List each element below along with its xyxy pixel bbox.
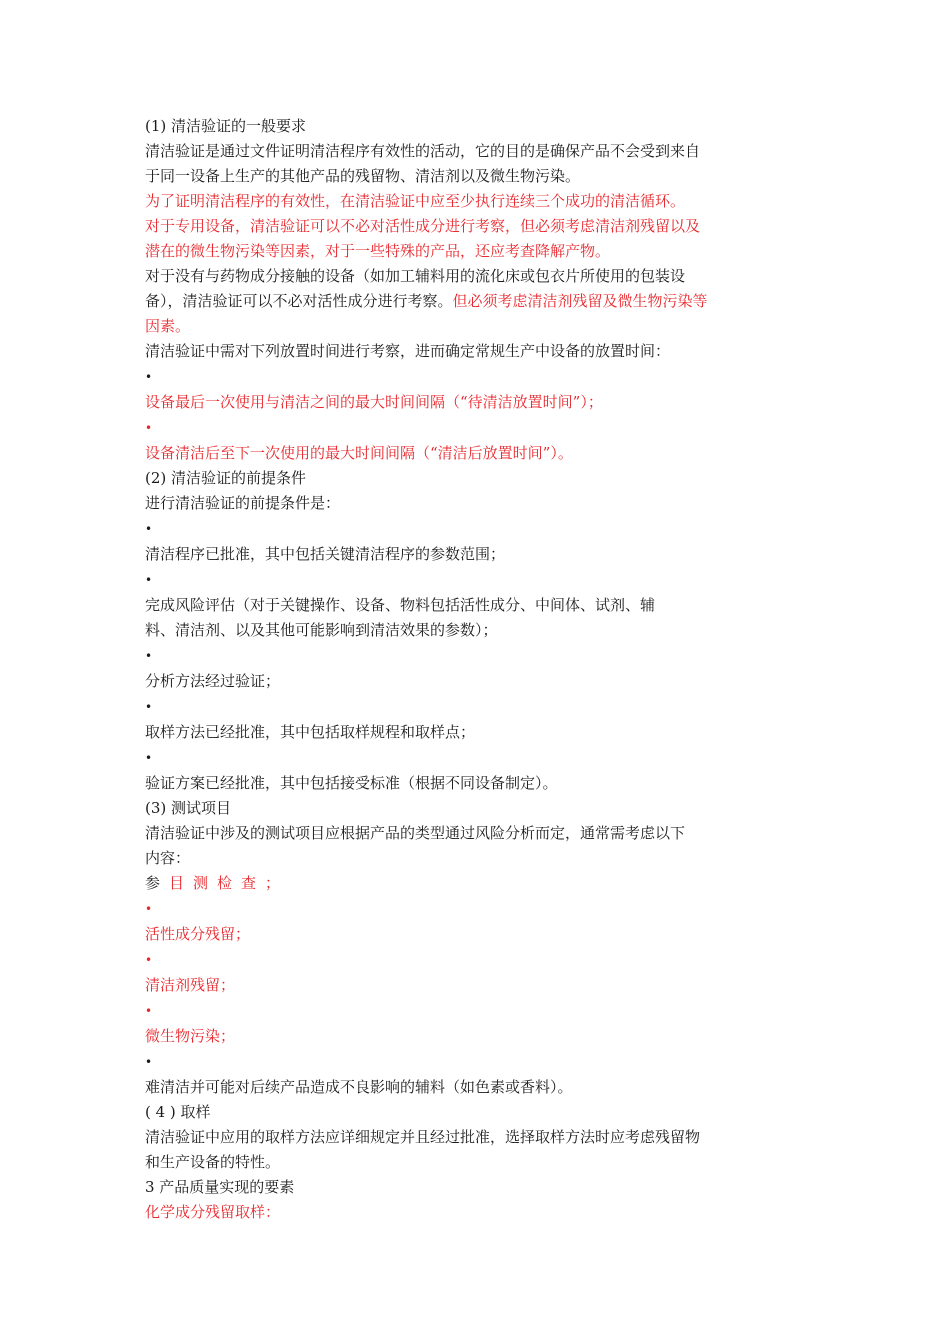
- text-line: [145, 339, 785, 364]
- bullet-marker: [145, 567, 785, 593]
- text-line: [145, 1024, 785, 1049]
- text-line-content: 因素。: [145, 317, 191, 335]
- text-line: [145, 1175, 785, 1200]
- text-line: [145, 239, 785, 264]
- bullet-glyph: •: [145, 649, 153, 663]
- text-line-content: (1) 清洁验证的一般要求: [145, 117, 307, 135]
- bullet-marker: [145, 415, 785, 441]
- bullet-glyph: •: [145, 522, 153, 536]
- text-line: [145, 139, 785, 164]
- text-line: [145, 466, 785, 491]
- bullet-marker: [145, 947, 785, 973]
- bullet-marker: [145, 694, 785, 720]
- text-line: [145, 1125, 785, 1150]
- text-line-content: (2) 清洁验证的前提条件: [145, 469, 307, 487]
- text-line-content: 3 产品质量实现的要素: [145, 1178, 295, 1196]
- bullet-marker: [145, 516, 785, 542]
- bullet-glyph: •: [145, 370, 153, 384]
- bullet-marker: [145, 643, 785, 669]
- text-line-content: 参: [145, 874, 170, 892]
- text-line-content: 对于专用设备，清洁验证可以不必对活性成分进行考察，但必须考虑清洁剂残留以及: [145, 217, 701, 235]
- text-line-content: 进行清洁验证的前提条件是：: [145, 494, 341, 512]
- bullet-glyph: •: [145, 902, 153, 916]
- text-line-content: 和生产设备的特性。: [145, 1153, 281, 1171]
- text-line: [145, 618, 785, 643]
- text-line: [145, 669, 785, 694]
- bullet-glyph: •: [145, 1004, 153, 1018]
- text-line-content: 难清洁并可能对后续产品造成不良影响的辅料（如色素或香料）。: [145, 1078, 573, 1096]
- text-line-content: 清洁验证中涉及的测试项目应根据产品的类型通过风险分析而定，通常需考虑以下: [145, 824, 686, 842]
- text-line: [145, 114, 785, 139]
- text-line: [145, 973, 785, 998]
- text-line-content: 料、清洁剂、以及其他可能影响到清洁效果的参数）；: [145, 621, 498, 639]
- bullet-glyph: •: [145, 1055, 153, 1069]
- text-line: [145, 289, 785, 314]
- text-line: [145, 314, 785, 339]
- text-line-highlight: 目测检查；: [169, 874, 290, 892]
- text-line: [145, 441, 785, 466]
- text-line: [145, 264, 785, 289]
- text-line-content: 清洁程序已批准，其中包括关键清洁程序的参数范围；: [145, 545, 506, 563]
- text-line-content: 清洁剂残留；: [145, 976, 236, 994]
- text-line-content: 设备清洁后至下一次使用的最大时间间隔（“清洁后放置时间”）。: [145, 444, 573, 462]
- text-line: [145, 796, 785, 821]
- text-line: [145, 1200, 785, 1225]
- text-line: [145, 214, 785, 239]
- text-line: [145, 846, 785, 871]
- text-line-content: 内容：: [145, 849, 191, 867]
- bullet-glyph: •: [145, 751, 153, 765]
- text-line-content: (3) 测试项目: [145, 799, 232, 817]
- text-line-content: ( 4 ) 取样: [145, 1103, 211, 1121]
- bullet-marker: [145, 1049, 785, 1075]
- bullet-glyph: •: [145, 421, 153, 435]
- text-line: [145, 1100, 785, 1125]
- text-line-content: 备），清洁验证可以不必对活性成分进行考察。: [145, 292, 453, 310]
- text-line-content: 验证方案已经批准，其中包括接受标准（根据不同设备制定）。: [145, 774, 558, 792]
- text-line: [145, 771, 785, 796]
- text-line: [145, 821, 785, 846]
- text-line-content: 对于没有与药物成分接触的设备（如加工辅料用的流化床或包衣片所使用的包装设: [145, 267, 686, 285]
- text-line: [145, 1075, 785, 1100]
- text-line-content: 设备最后一次使用与清洁之间的最大时间间隔（“待清洁放置时间”）；: [145, 393, 603, 411]
- text-line-content: 潜在的微生物污染等因素，对于一些特殊的产品，还应考查降解产物。: [145, 242, 611, 260]
- text-line-content: 清洁验证是通过文件证明清洁程序有效性的活动，它的目的是确保产品不会受到来自: [145, 142, 701, 160]
- text-line-content: 分析方法经过验证；: [145, 672, 281, 690]
- text-line: [145, 922, 785, 947]
- text-line-content: 活性成分残留；: [145, 925, 251, 943]
- text-line: [145, 164, 785, 189]
- bullet-glyph: •: [145, 700, 153, 714]
- bullet-marker: [145, 364, 785, 390]
- text-line-content: 清洁验证中需对下列放置时间进行考察，进而确定常规生产中设备的放置时间：: [145, 342, 671, 360]
- bullet-glyph: •: [145, 953, 153, 967]
- text-line: [145, 593, 785, 618]
- text-line-content: 完成风险评估（对于关键操作、设备、物料包括活性成分、中间体、试剂、辅: [145, 596, 656, 614]
- text-line-content: 微生物污染；: [145, 1027, 236, 1045]
- bullet-glyph: •: [145, 573, 153, 587]
- text-line-content: 为了证明清洁程序的有效性，在清洁验证中应至少执行连续三个成功的清洁循环。: [145, 192, 686, 210]
- bullet-marker: [145, 896, 785, 922]
- text-line-content: 清洁验证中应用的取样方法应详细规定并且经过批准，选择取样方法时应考虑残留物: [145, 1128, 701, 1146]
- text-line: [145, 390, 785, 415]
- text-line: [145, 189, 785, 214]
- text-line: [145, 1150, 785, 1175]
- text-line: [145, 542, 785, 567]
- document-body: [145, 114, 785, 1225]
- text-line-content: 取样方法已经批准，其中包括取样规程和取样点；: [145, 723, 476, 741]
- text-line-highlight: 但必须考虑清洁剂残留及微生物污染等: [452, 292, 708, 310]
- bullet-marker: [145, 998, 785, 1024]
- text-line-content: 于同一设备上生产的其他产品的残留物、清洁剂以及微生物污染。: [145, 167, 581, 185]
- bullet-marker: [145, 745, 785, 771]
- text-line: [145, 720, 785, 745]
- text-line: [145, 491, 785, 516]
- text-line-content: 化学成分残留取样：: [145, 1203, 281, 1221]
- text-line: [145, 871, 785, 896]
